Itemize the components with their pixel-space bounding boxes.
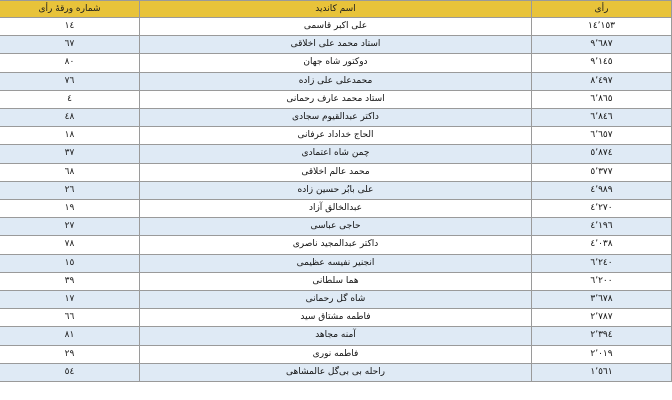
column-header-candidate-name: اسم کاندید	[140, 1, 532, 18]
cell-ballot-number: ٤	[0, 90, 140, 108]
cell-candidate-name: فاطمه مشتاق سید	[140, 309, 532, 327]
table-header-row	[0, 1, 672, 18]
cell-votes: ٩٬٦٨٧	[532, 36, 672, 54]
cell-candidate-name: آمنه مجاهد	[140, 327, 532, 345]
cell-votes: ٥٬٨٧٤	[532, 145, 672, 163]
cell-ballot-number: ٣٩	[0, 272, 140, 290]
table-row	[0, 254, 672, 272]
cell-ballot-number: ١٧	[0, 291, 140, 309]
table-row	[0, 218, 672, 236]
cell-ballot-number: ٣٧	[0, 145, 140, 163]
cell-votes: ٤٬٠٣٨	[532, 236, 672, 254]
cell-votes: ٨٬٤٩٧	[532, 72, 672, 90]
table-row	[0, 181, 672, 199]
table-body	[0, 18, 672, 382]
cell-votes: ٦٬٦٥٧	[532, 127, 672, 145]
cell-ballot-number: ١٩	[0, 200, 140, 218]
cell-candidate-name: چمن شاه اعتمادی	[140, 145, 532, 163]
cell-candidate-name: هما سلطانی	[140, 272, 532, 290]
cell-votes: ١٤٬١٥٣	[532, 18, 672, 36]
cell-ballot-number: ١٥	[0, 254, 140, 272]
cell-ballot-number: ٨٠	[0, 54, 140, 72]
column-header-ballot-number: شماره ورقهٔ رأی	[0, 1, 140, 18]
cell-candidate-name: استاد محمد عارف رحمانی	[140, 90, 532, 108]
cell-ballot-number: ٤٨	[0, 109, 140, 127]
cell-candidate-name: حاجی عباسی	[140, 218, 532, 236]
cell-candidate-name: دوکتور شاه جهان	[140, 54, 532, 72]
cell-candidate-name: فاطمه نوری	[140, 345, 532, 363]
cell-candidate-name: داکتر عبدالمجید ناصری	[140, 236, 532, 254]
table-row	[0, 327, 672, 345]
table-row	[0, 163, 672, 181]
cell-ballot-number: ٥٤	[0, 363, 140, 381]
cell-votes: ٥٬٣٧٧	[532, 163, 672, 181]
cell-candidate-name: محمد عالم اخلاقی	[140, 163, 532, 181]
cell-candidate-name: عبدالخالق آزاد	[140, 200, 532, 218]
cell-ballot-number: ٦٧	[0, 36, 140, 54]
cell-candidate-name: علی اکبر قاسمی	[140, 18, 532, 36]
cell-candidate-name: علی بابُر حسین زاده	[140, 181, 532, 199]
cell-votes: ٢٬٧٨٧	[532, 309, 672, 327]
table-row	[0, 127, 672, 145]
table-row	[0, 90, 672, 108]
table-row	[0, 72, 672, 90]
cell-ballot-number: ١٨	[0, 127, 140, 145]
cell-ballot-number: ٧٦	[0, 72, 140, 90]
cell-votes: ٢٬٠١٩	[532, 345, 672, 363]
table-row	[0, 200, 672, 218]
cell-ballot-number: ٦٨	[0, 163, 140, 181]
table-row	[0, 291, 672, 309]
column-header-votes: رأی	[532, 1, 672, 18]
table-row	[0, 109, 672, 127]
table-row	[0, 363, 672, 381]
cell-ballot-number: ١٤	[0, 18, 140, 36]
cell-ballot-number: ٧٨	[0, 236, 140, 254]
cell-ballot-number: ٢٩	[0, 345, 140, 363]
cell-votes: ٤٬٢٧٠	[532, 200, 672, 218]
cell-votes: ٢٬٣٩٤	[532, 327, 672, 345]
cell-ballot-number: ٢٦	[0, 181, 140, 199]
table-row	[0, 145, 672, 163]
cell-votes: ٦٬٢٤٠	[532, 254, 672, 272]
cell-ballot-number: ٢٧	[0, 218, 140, 236]
cell-candidate-name: الحاج خداداد عرفانی	[140, 127, 532, 145]
cell-votes: ١٬٥٦١	[532, 363, 672, 381]
cell-candidate-name: استاد محمد علی اخلاقی	[140, 36, 532, 54]
cell-ballot-number: ٨١	[0, 327, 140, 345]
table-row	[0, 18, 672, 36]
cell-ballot-number: ٦٦	[0, 309, 140, 327]
cell-candidate-name: راحله بی بی‌گل عالمشاهی	[140, 363, 532, 381]
table-row	[0, 345, 672, 363]
table-row	[0, 272, 672, 290]
cell-candidate-name: انجنیر نفیسه عظیمی	[140, 254, 532, 272]
cell-votes: ٦٬٨٤٦	[532, 109, 672, 127]
table-row	[0, 36, 672, 54]
cell-votes: ٤٬٩٨٩	[532, 181, 672, 199]
cell-votes: ٤٬١٩٦	[532, 218, 672, 236]
cell-candidate-name: شاه گل رحمانی	[140, 291, 532, 309]
table-header	[0, 1, 672, 18]
cell-candidate-name: محمدعلی علی زاده	[140, 72, 532, 90]
table-row	[0, 309, 672, 327]
table-row	[0, 236, 672, 254]
cell-votes: ٩٬١٤٥	[532, 54, 672, 72]
table-row	[0, 54, 672, 72]
cell-candidate-name: داکتر عبدالقیوم سجادی	[140, 109, 532, 127]
cell-votes: ٦٬٢٠٠	[532, 272, 672, 290]
cell-votes: ٣٬٦٧٨	[532, 291, 672, 309]
cell-votes: ٦٬٨٦٥	[532, 90, 672, 108]
